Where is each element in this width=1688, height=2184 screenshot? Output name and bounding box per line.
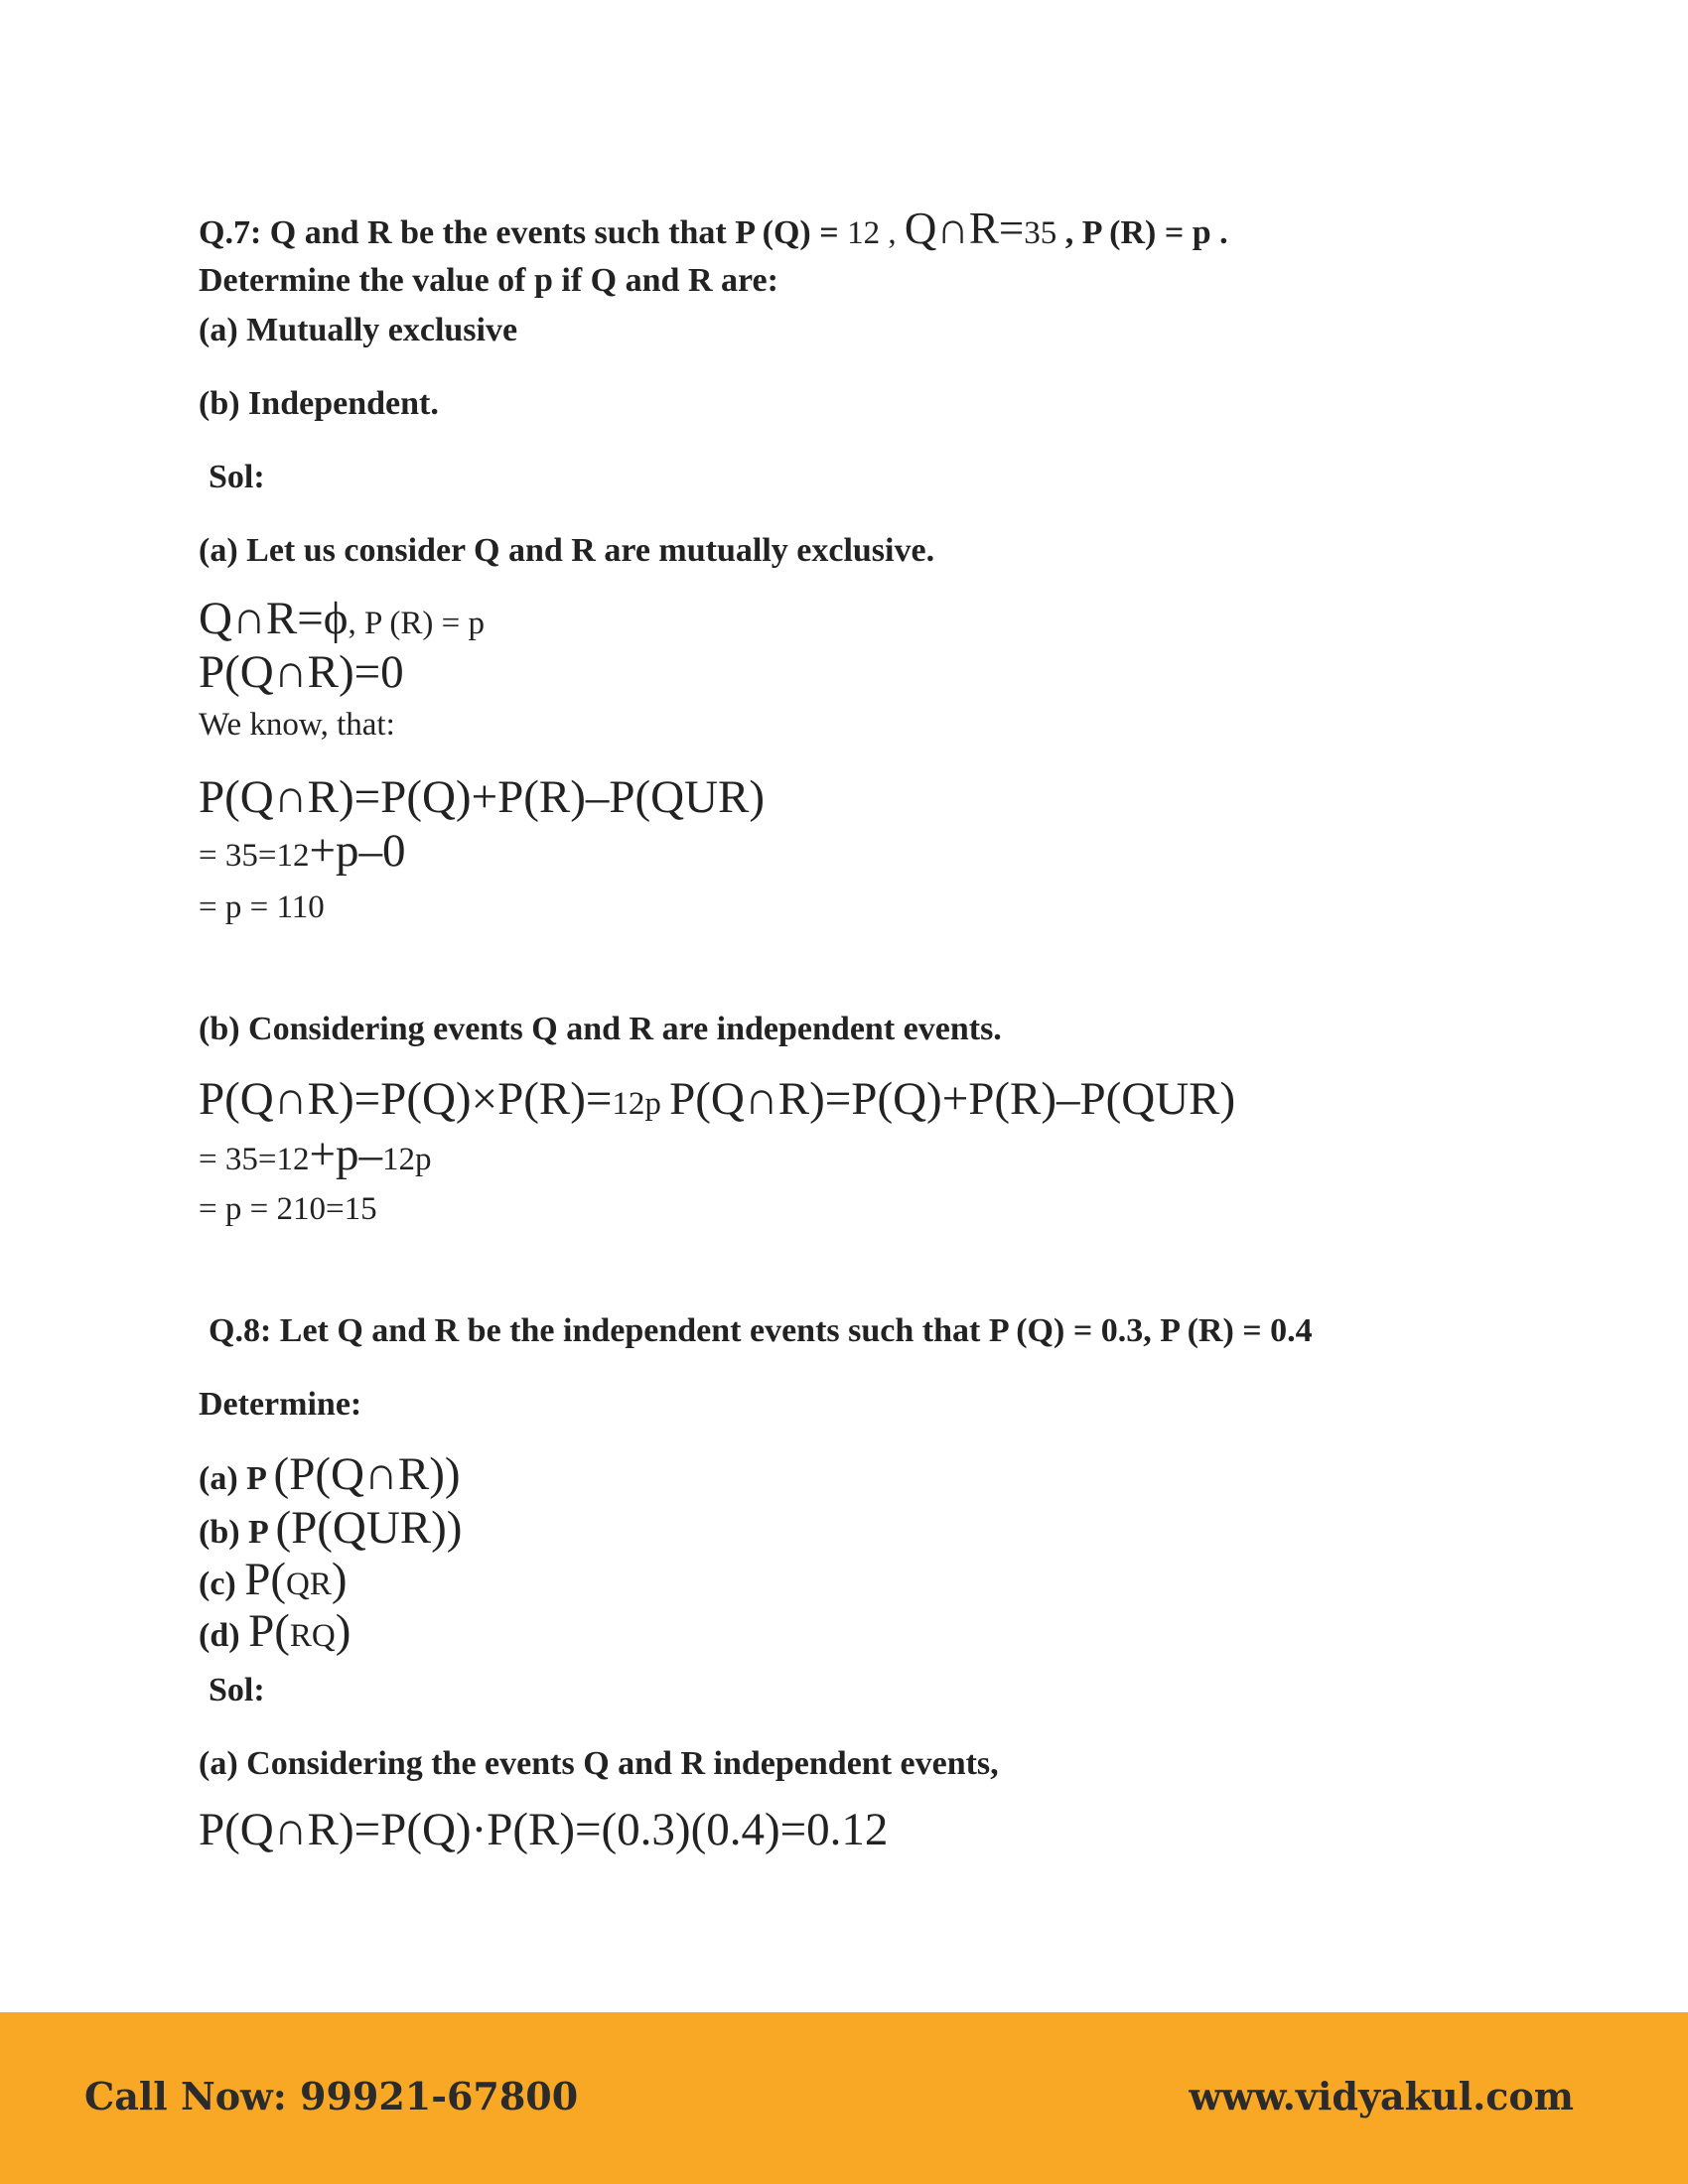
q7-a-eq5: = p = 110 — [199, 889, 325, 925]
q8-item-d: (d) P(RQ) — [199, 1605, 352, 1657]
q7-question — [199, 206, 1228, 251]
q7-part-b: (b) Independent. — [199, 385, 439, 422]
q8-item-b: (b) P (P(QUR)) — [199, 1502, 463, 1554]
q7-part-a: (a) Mutually exclusive — [199, 312, 518, 348]
q8-a-heading: (a) Considering the events Q and R independent events, — [199, 1745, 999, 1782]
q7-b-eq3: = p = 210=15 — [199, 1191, 377, 1227]
footer-banner — [0, 2012, 1688, 2184]
q7-b-heading: (b) Considering events Q and R are independent events. — [199, 1011, 1002, 1047]
q8-item-c: (c) P(QR) — [199, 1554, 348, 1605]
q7-a-eq4: = 35=12+p–0 — [199, 825, 406, 877]
q8-sol-label: Sol: — [209, 1672, 265, 1708]
website-link[interactable]: www.vidyakul.com — [1189, 2074, 1574, 2118]
q7-intersection-value: 35 — [1024, 215, 1057, 251]
q7-b-eq2: = 35=12+p–12p — [199, 1129, 432, 1180]
q7-determine: Determine the value of p if Q and R are: — [199, 262, 778, 299]
q7-a-eq1: Q∩R=ϕ, P (R) = p — [199, 593, 485, 644]
q7-sol-label: Sol: — [209, 459, 265, 495]
q7-pq-value: 12 , — [847, 215, 905, 251]
q8-item-a: (a) P (P(Q∩R)) — [199, 1448, 461, 1500]
q7-a-eq3: P(Q∩R)=P(Q)+P(R)–P(QUR) — [199, 771, 766, 823]
q8-question: Q.8: Let Q and R be the independent events such that P (Q) = 0.3, P (R) = 0.4 — [209, 1312, 1313, 1349]
q7-a-heading: (a) Let us consider Q and R are mutually exclusive. — [199, 532, 935, 569]
q7-question-text: Q.7: Q and R be the events such that P (Q) = — [199, 214, 848, 251]
q8-a-eq: P(Q∩R)=P(Q)·P(R)=(0.3)(0.4)=0.12 — [199, 1804, 889, 1855]
q7-pr-text: , P (R) = p . — [1056, 214, 1228, 251]
q8-determine: Determine: — [199, 1386, 362, 1423]
q7-we-know: We know, that: — [199, 707, 395, 743]
call-now-text: Call Now: 99921-67800 — [84, 2074, 579, 2118]
q7-b-eq1: P(Q∩R)=P(Q)×P(R)=12p P(Q∩R)=P(Q)+P(R)–P(QUR) — [199, 1073, 1236, 1125]
q7-intersection: Q∩R= — [904, 204, 1025, 253]
q7-a-eq2: P(Q∩R)=0 — [199, 646, 404, 698]
